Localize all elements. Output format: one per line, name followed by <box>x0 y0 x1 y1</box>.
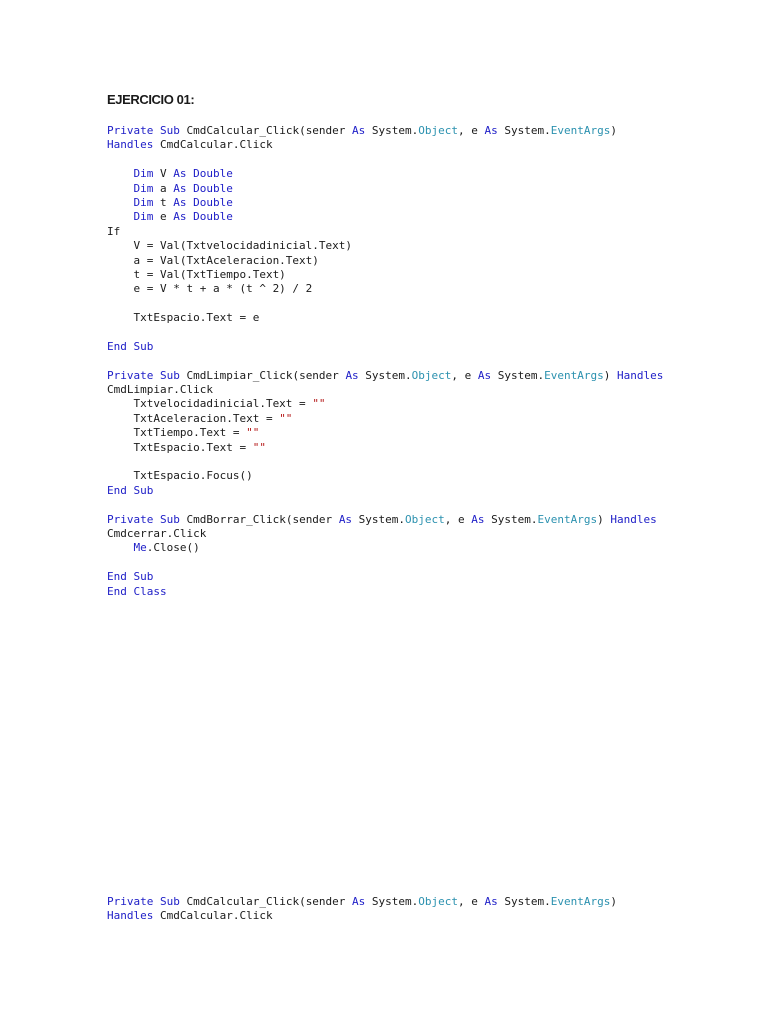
code-line <box>107 556 757 570</box>
code-text: a <box>153 181 174 195</box>
code-keyword: Handles <box>107 909 154 923</box>
code-text: , e <box>451 368 478 382</box>
code-line <box>107 340 757 354</box>
code-line <box>107 909 757 923</box>
code-keyword: Dim <box>133 181 154 195</box>
code-keyword: As <box>345 368 359 382</box>
code-line <box>107 210 757 224</box>
code-line <box>107 383 757 397</box>
code-line <box>107 124 757 138</box>
code-keyword: As Double <box>173 167 233 181</box>
code-text: System. <box>352 512 406 526</box>
code-line <box>107 441 757 455</box>
code-type: Object <box>418 124 459 137</box>
code-keyword: Private Sub <box>107 512 180 526</box>
code-text: System. <box>497 895 551 908</box>
code-line <box>107 138 757 152</box>
code-text: ) <box>610 895 617 908</box>
code-line <box>107 570 757 584</box>
code-keyword: As <box>484 895 498 908</box>
code-line <box>107 412 757 426</box>
code-text: e = V * t + a * (t ^ 2) / 2 <box>107 282 313 296</box>
code-string: "" <box>246 426 260 440</box>
code-line <box>107 311 757 325</box>
code-text: TxtEspacio.Text = <box>107 440 253 454</box>
code-text: CmdBorrar_Click(sender <box>179 512 339 526</box>
code-line <box>107 541 757 555</box>
code-keyword: Private Sub <box>107 895 180 908</box>
code-text: CmdLimpiar_Click(sender <box>179 368 346 382</box>
code-text <box>107 541 134 554</box>
code-line <box>107 268 757 282</box>
code-string: "" <box>279 411 293 425</box>
code-text: CmdCalcular.Click <box>153 138 273 152</box>
code-line <box>107 426 757 440</box>
code-text: t = Val(TxtTiempo.Text) <box>107 267 286 281</box>
code-text: System. <box>491 368 545 382</box>
code-listing-main <box>107 124 757 599</box>
code-line <box>107 225 757 239</box>
code-text: CmdCalcular.Click <box>153 909 273 923</box>
code-line <box>107 153 757 167</box>
code-text: .Close() <box>146 541 200 555</box>
code-text: TxtAceleracion.Text = <box>107 411 280 425</box>
code-string: "" <box>312 397 326 411</box>
code-keyword: Dim <box>133 195 154 209</box>
code-keyword: End Class <box>107 584 167 598</box>
code-line <box>107 254 757 268</box>
code-text: TxtTiempo.Text = <box>107 426 247 440</box>
code-text: CmdLimpiar.Click <box>107 383 213 397</box>
code-type: EventArgs <box>537 512 598 526</box>
code-keyword: End Sub <box>107 339 154 353</box>
code-line <box>107 585 757 599</box>
code-type: EventArgs <box>550 895 611 908</box>
code-keyword: Dim <box>133 210 154 224</box>
code-keyword: Dim <box>133 167 154 181</box>
code-line <box>107 297 757 311</box>
code-keyword: Private Sub <box>107 368 180 382</box>
code-line <box>107 239 757 253</box>
code-keyword: As Double <box>173 210 233 224</box>
code-text: ) <box>597 512 611 526</box>
code-text: System. <box>365 895 419 908</box>
code-type: Object <box>411 368 452 382</box>
code-keyword: As Double <box>173 181 233 195</box>
code-line <box>107 354 757 368</box>
code-type: EventArgs <box>544 368 604 382</box>
code-keyword: As <box>338 512 353 526</box>
code-keyword: End Sub <box>107 570 154 584</box>
code-line <box>107 369 757 383</box>
code-text: If <box>107 224 121 238</box>
code-keyword: As <box>484 124 498 137</box>
code-line <box>107 895 757 909</box>
code-string: "" <box>252 440 266 454</box>
code-text: V = Val(Txtvelocidadinicial.Text) <box>107 239 353 253</box>
code-text: System. <box>497 124 551 137</box>
code-line <box>107 484 757 498</box>
code-line <box>107 397 757 411</box>
code-line <box>107 469 757 483</box>
code-text: , e <box>444 512 472 526</box>
code-text: a = Val(TxtAceleracion.Text) <box>107 253 319 267</box>
code-text: System. <box>365 124 419 137</box>
code-keyword: Private Sub <box>107 124 180 137</box>
code-text <box>107 167 134 180</box>
code-keyword: Handles <box>107 138 154 152</box>
code-type: Object <box>418 895 459 908</box>
code-text: V <box>153 167 174 181</box>
code-keyword: Handles <box>617 368 664 382</box>
code-line <box>107 282 757 296</box>
code-keyword: End Sub <box>107 483 154 497</box>
code-text: Txtvelocidadinicial.Text = <box>107 397 313 411</box>
code-keyword: Me <box>133 541 147 555</box>
code-text: Cmdcerrar.Click <box>107 526 207 540</box>
exercise-heading: EJERCICIO 01: <box>107 92 195 107</box>
code-type: Object <box>405 512 445 526</box>
code-text: CmdCalcular_Click(sender <box>179 124 353 137</box>
code-type: EventArgs <box>550 124 611 137</box>
code-keyword: Handles <box>610 512 657 526</box>
code-keyword: As Double <box>173 195 233 209</box>
code-text: System. <box>484 512 538 526</box>
code-text <box>107 196 134 209</box>
code-text: , e <box>458 895 485 908</box>
code-line <box>107 167 757 181</box>
code-listing-footer <box>107 895 757 924</box>
code-text: , e <box>458 124 485 137</box>
code-keyword: As <box>471 512 485 526</box>
code-line <box>107 527 757 541</box>
code-text: TxtEspacio.Text = e <box>107 311 260 325</box>
code-text <box>107 210 134 223</box>
code-text: ) <box>610 124 617 137</box>
code-text: TxtEspacio.Focus() <box>107 469 253 483</box>
code-keyword: As <box>352 124 366 137</box>
code-text: System. <box>358 368 412 382</box>
code-line <box>107 325 757 339</box>
code-line <box>107 513 757 527</box>
code-text: t <box>153 195 174 209</box>
code-text: e <box>153 210 174 224</box>
code-line <box>107 196 757 210</box>
code-text <box>107 182 134 195</box>
code-keyword: As <box>477 368 492 382</box>
code-line <box>107 182 757 196</box>
code-text: CmdCalcular_Click(sender <box>179 895 353 908</box>
code-text: ) <box>603 368 618 382</box>
code-keyword: As <box>352 895 366 908</box>
code-line <box>107 498 757 512</box>
code-line <box>107 455 757 469</box>
